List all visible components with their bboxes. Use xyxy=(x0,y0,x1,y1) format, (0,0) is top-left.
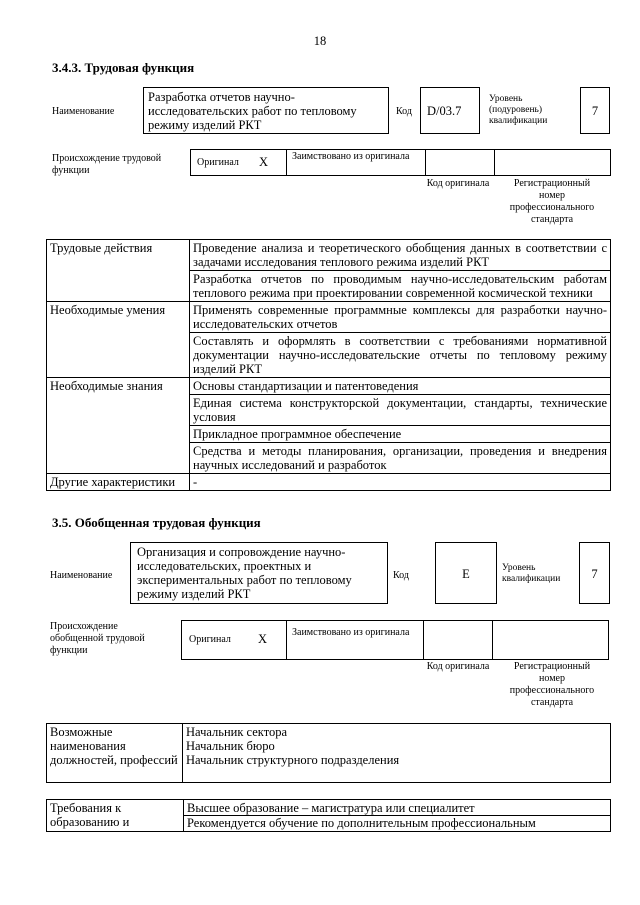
divider xyxy=(492,621,493,659)
row-item: Основы стандартизации и патентоведения xyxy=(190,378,611,395)
origin-row xyxy=(181,620,609,660)
original-label: Оригинал xyxy=(197,157,239,168)
origin-label: Происхождение обобщенной трудовой функции xyxy=(50,621,145,656)
position-item: Начальник сектора xyxy=(186,725,288,739)
origin-label: Происхождение трудовой функции xyxy=(52,153,162,176)
table-row xyxy=(47,800,611,832)
row-item: Единая система конструкторской документации, стандарты, технические условия xyxy=(190,395,611,426)
function-name: Разработка отчетов научно-исследовательских работ по тепловому режиму изделий РКТ xyxy=(148,90,357,132)
divider xyxy=(423,621,424,659)
reg-number-label: Регистрационный номер профессионального стандарта xyxy=(509,178,595,225)
level-box xyxy=(579,542,610,604)
education-item: Рекомендуется обучение по дополнительным профессиональным xyxy=(184,815,610,830)
code-label: Код xyxy=(396,106,412,117)
divider xyxy=(286,150,287,175)
positions-table xyxy=(46,723,611,783)
borrowed-label: Заимствовано из оригинала xyxy=(292,151,410,162)
code-box xyxy=(435,542,497,604)
borrowed-label: Заимствовано из оригинала xyxy=(292,627,410,638)
original-mark: X xyxy=(259,155,269,169)
code-value: D/03.7 xyxy=(427,104,462,118)
level-label: Уровень (подуровень) квалификации xyxy=(489,94,548,126)
table-row xyxy=(47,302,611,333)
table-row xyxy=(47,724,611,783)
name-label: Наименование xyxy=(50,570,113,581)
row-label: Необходимые умения xyxy=(47,302,190,378)
function-name: Организация и сопровождение научно-исследовательских, проектных и экспериментальных работ по тепловому режиму изделий РКТ xyxy=(137,545,352,601)
row-label: Другие характеристики xyxy=(47,474,190,491)
level-value: 7 xyxy=(591,104,599,118)
divider xyxy=(425,150,426,175)
level-box xyxy=(580,87,610,134)
row-item: Проведение анализа и теоретического обобщения данных в соответствии с задачами исследования теплового режима изделий РКТ xyxy=(190,240,611,271)
row-item: - xyxy=(190,474,611,491)
education-table xyxy=(46,799,611,832)
page-number: 18 xyxy=(313,34,327,48)
section-heading-35: 3.5. Обобщенная трудовая функция xyxy=(52,515,261,530)
reg-number-label: Регистрационный номер профессионального стандарта xyxy=(509,661,595,708)
row-label: Возможные наименования должностей, профессий xyxy=(47,724,183,783)
row-item: Средства и методы планирования, организации, проведения и внедрения научных исследований и разработок xyxy=(190,443,611,474)
table-row xyxy=(47,240,611,271)
level-label: Уровень квалификации xyxy=(502,563,561,584)
function-name-box xyxy=(143,87,389,134)
section-heading-343: 3.4.3. Трудовая функция xyxy=(52,60,195,75)
education-cell xyxy=(184,800,611,832)
row-label: Трудовые действия xyxy=(47,240,190,302)
position-item: Начальник структурного подразделения xyxy=(186,753,400,767)
row-item: Разработка отчетов по проводимым научно-исследовательским работам теплового режима при проектировании современной космической техники xyxy=(190,271,611,302)
code-label: Код xyxy=(393,570,409,581)
origin-row xyxy=(190,149,611,176)
code-box xyxy=(420,87,480,134)
code-original-label: Код оригинала xyxy=(426,661,490,672)
row-item: Применять современные программные комплексы для разработки научно-исследовательских отчетов xyxy=(190,302,611,333)
position-item: Начальник бюро xyxy=(186,739,275,753)
row-label: Необходимые знания xyxy=(47,378,190,474)
divider xyxy=(494,150,495,175)
original-mark: X xyxy=(258,632,268,646)
table-row xyxy=(47,474,611,491)
row-item: Составлять и оформлять в соответствии с требованиями нормативной документации научно-исследовательские отчеты по тепловому режиму изделий РКТ xyxy=(190,333,611,378)
function-table xyxy=(46,239,611,491)
row-label xyxy=(47,800,184,832)
code-value: E xyxy=(462,567,470,581)
education-item: Высшее образование – магистратура или специалитет xyxy=(187,801,475,815)
level-value: 7 xyxy=(591,567,598,581)
code-original-label: Код оригинала xyxy=(426,178,490,189)
table-row xyxy=(47,378,611,395)
row-item: Прикладное программное обеспечение xyxy=(190,426,611,443)
positions-cell xyxy=(183,724,611,783)
original-label: Оригинал xyxy=(189,634,231,645)
education-label: Требования к образованию и xyxy=(50,801,130,829)
name-label: Наименование xyxy=(52,106,115,117)
divider xyxy=(286,621,287,659)
function-name-box xyxy=(130,542,388,604)
